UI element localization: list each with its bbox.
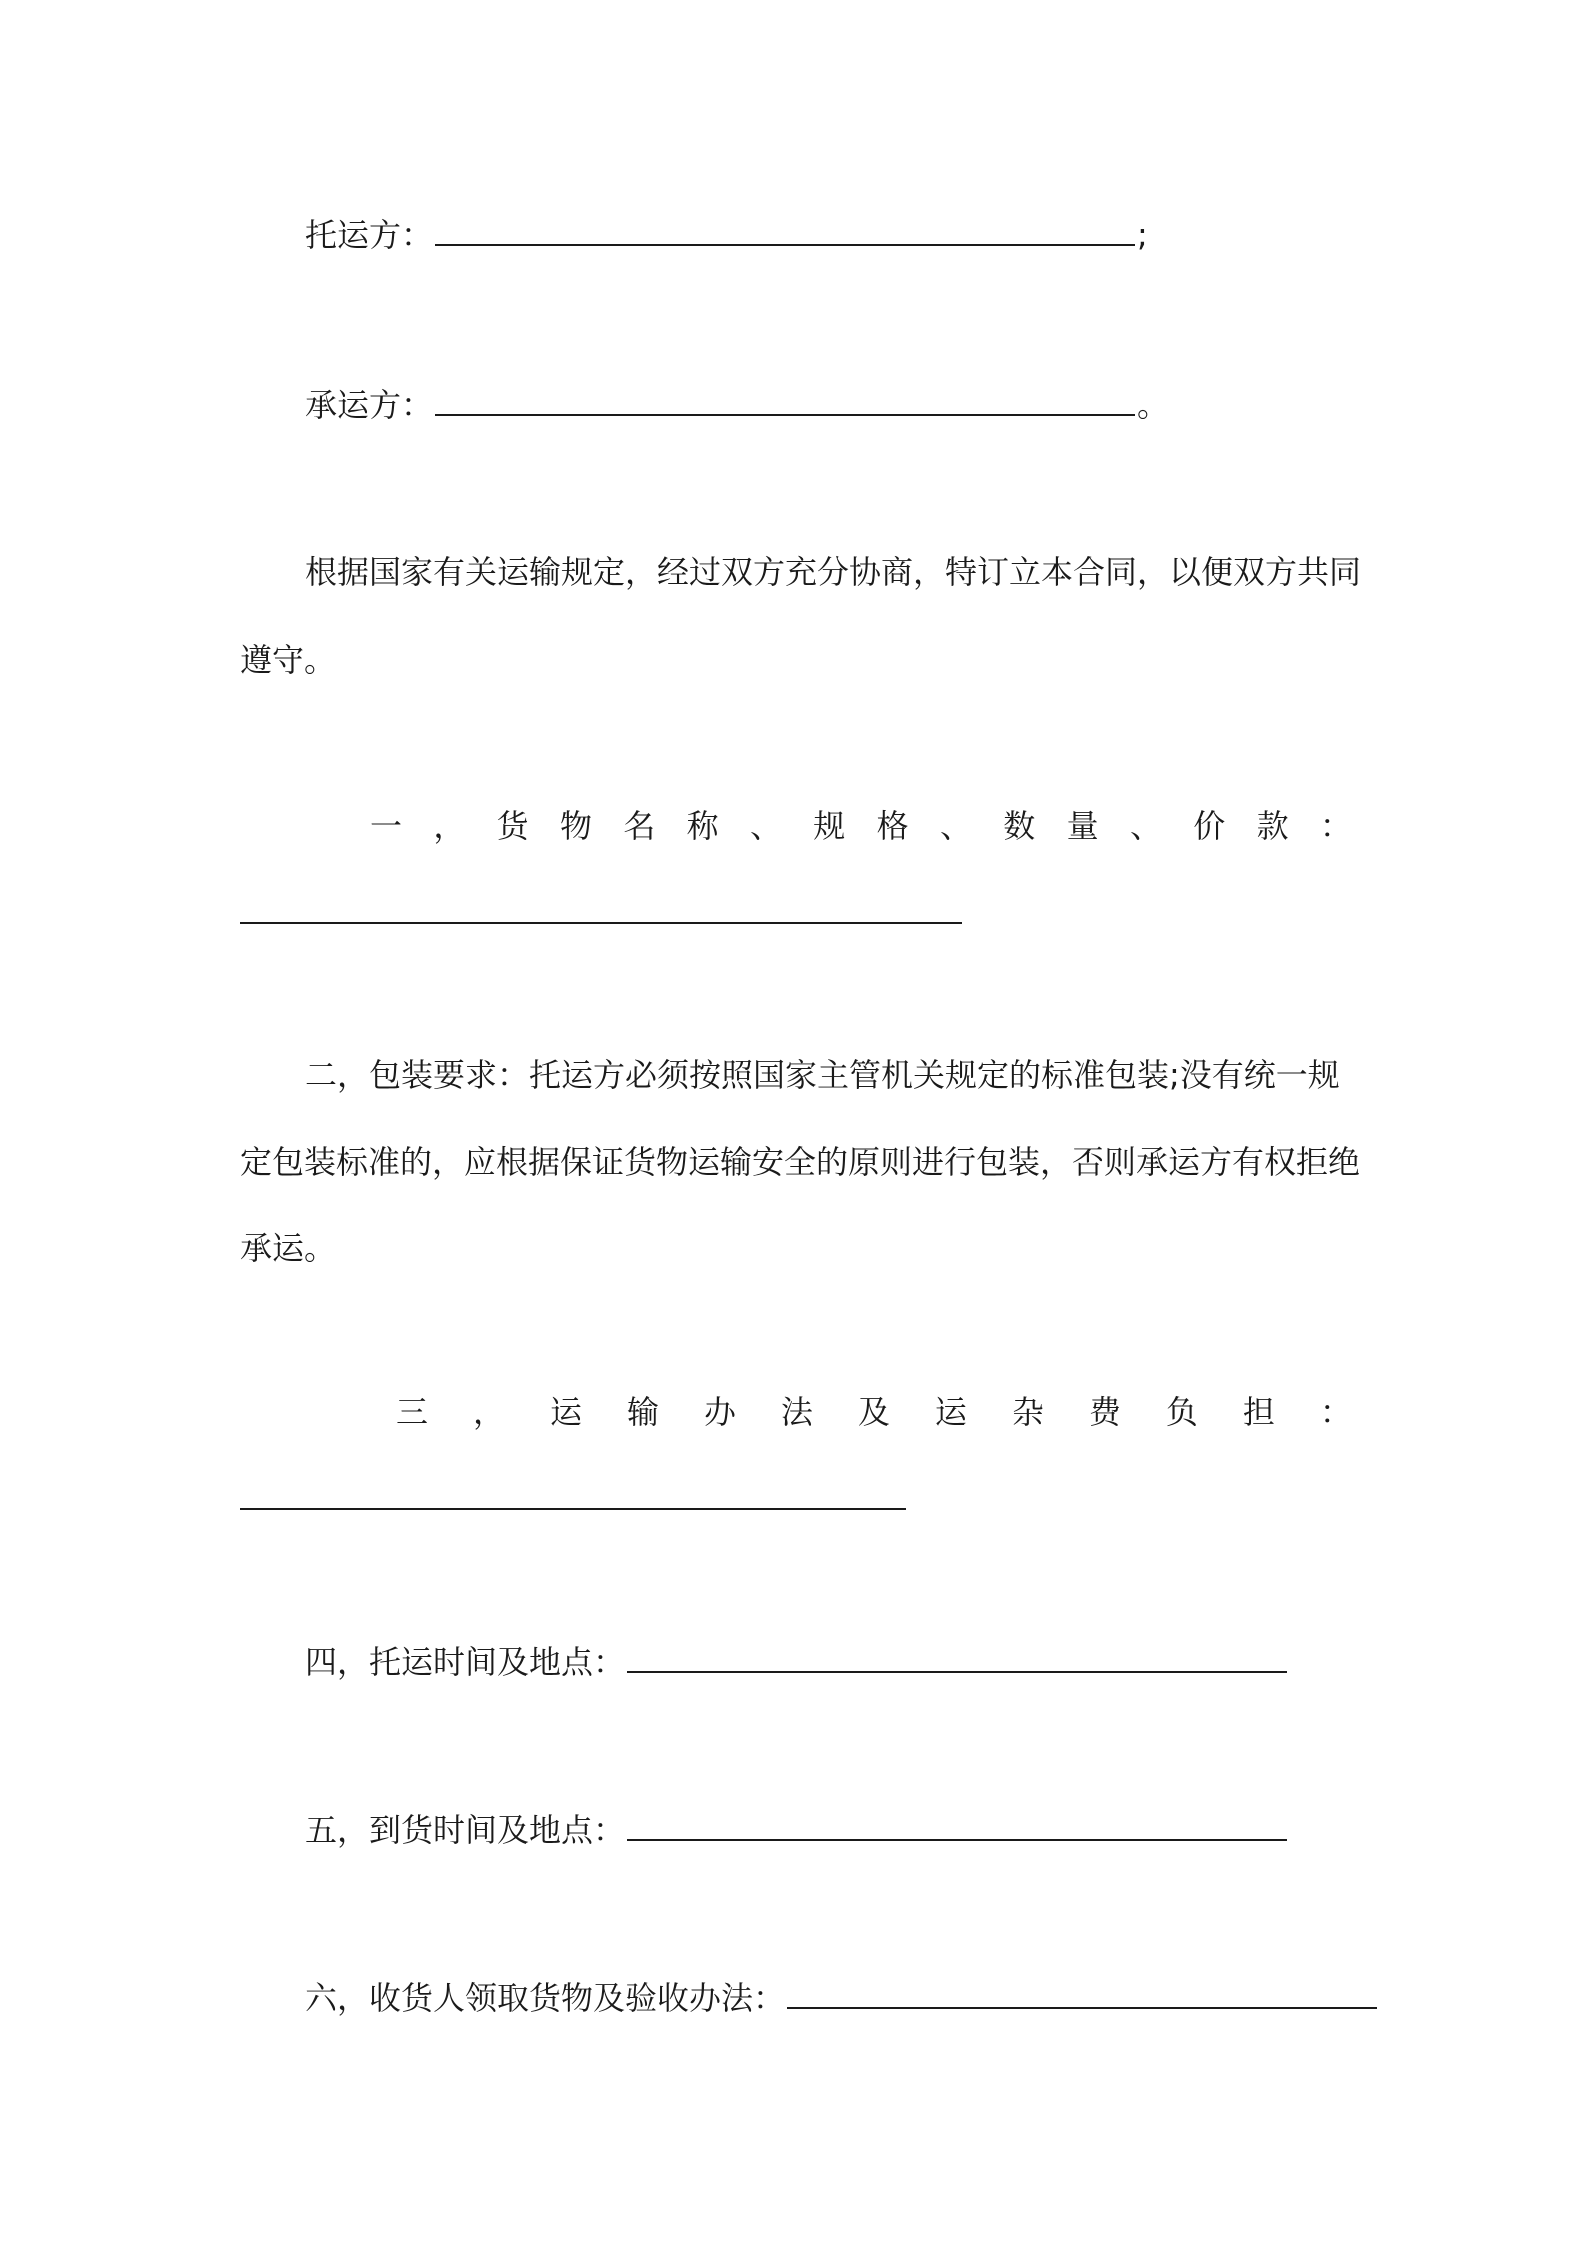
clause3-blank bbox=[240, 1508, 906, 1510]
clause5-line bbox=[305, 1810, 1289, 1850]
clause6-label: 六，收货人领取货物及验收办法： bbox=[305, 1979, 786, 2017]
clause2-line3: 承运。 bbox=[240, 1229, 337, 1267]
shipper-line bbox=[305, 215, 1148, 255]
clause1-char: 价 bbox=[1193, 807, 1226, 845]
shipper-end: ; bbox=[1137, 216, 1148, 254]
clause1-heading bbox=[370, 806, 1352, 846]
clause1-char: 款 bbox=[1256, 807, 1289, 845]
clause1-char: 、 bbox=[749, 807, 782, 845]
clause1-char: ， bbox=[433, 807, 466, 845]
clause1-char: 数 bbox=[1003, 807, 1036, 845]
clause4-line bbox=[305, 1642, 1289, 1682]
clause3-char: 运 bbox=[934, 1393, 967, 1431]
clause1-char: 格 bbox=[876, 807, 909, 845]
shipper-label: 托运方： bbox=[305, 216, 434, 254]
carrier-blank bbox=[435, 388, 1135, 416]
clause1-char: 物 bbox=[559, 807, 592, 845]
carrier-line bbox=[305, 385, 1169, 425]
clause6-line bbox=[305, 1978, 1379, 2018]
clause4-blank bbox=[627, 1645, 1287, 1673]
clause2-line1: 二，包装要求：托运方必须按照国家主管机关规定的标准包装;没有统一规 bbox=[305, 1056, 1340, 1094]
clause3-char: 杂 bbox=[1011, 1393, 1044, 1431]
clause6-blank bbox=[787, 1981, 1377, 2009]
clause3-heading bbox=[396, 1392, 1352, 1432]
clause1-char: 、 bbox=[1129, 807, 1162, 845]
clause1-blank bbox=[240, 922, 962, 924]
clause3-char: 三 bbox=[396, 1393, 429, 1431]
clause3-char: 负 bbox=[1165, 1393, 1198, 1431]
clause3-char: ， bbox=[472, 1393, 505, 1431]
preamble-line1: 根据国家有关运输规定，经过双方充分协商，特订立本合同，以便双方共同 bbox=[305, 553, 1362, 591]
clause3-char: ： bbox=[1319, 1393, 1352, 1431]
clause3-char: 运 bbox=[549, 1393, 582, 1431]
clause1-char: 量 bbox=[1066, 807, 1099, 845]
clause1-char: 、 bbox=[939, 807, 972, 845]
carrier-end: 。 bbox=[1137, 386, 1170, 424]
clause3-char: 法 bbox=[780, 1393, 813, 1431]
clause3-char: 担 bbox=[1242, 1393, 1275, 1431]
clause3-char: 费 bbox=[1088, 1393, 1121, 1431]
clause5-blank bbox=[627, 1813, 1287, 1841]
carrier-label: 承运方： bbox=[305, 386, 434, 424]
clause1-char: 一 bbox=[370, 807, 403, 845]
clause1-char: ： bbox=[1319, 807, 1352, 845]
clause3-char: 办 bbox=[703, 1393, 736, 1431]
clause5-label: 五，到货时间及地点： bbox=[305, 1811, 626, 1849]
clause1-char: 货 bbox=[496, 807, 529, 845]
clause2-line2: 定包装标准的，应根据保证货物运输安全的原则进行包装，否则承运方有权拒绝 bbox=[240, 1143, 1361, 1181]
clause3-char: 及 bbox=[857, 1393, 890, 1431]
clause1-char: 规 bbox=[813, 807, 846, 845]
clause4-label: 四，托运时间及地点： bbox=[305, 1643, 626, 1681]
clause1-char: 名 bbox=[623, 807, 656, 845]
shipper-blank bbox=[435, 218, 1135, 246]
clause1-char: 称 bbox=[686, 807, 719, 845]
preamble-line2: 遵守。 bbox=[240, 641, 337, 679]
clause3-char: 输 bbox=[626, 1393, 659, 1431]
